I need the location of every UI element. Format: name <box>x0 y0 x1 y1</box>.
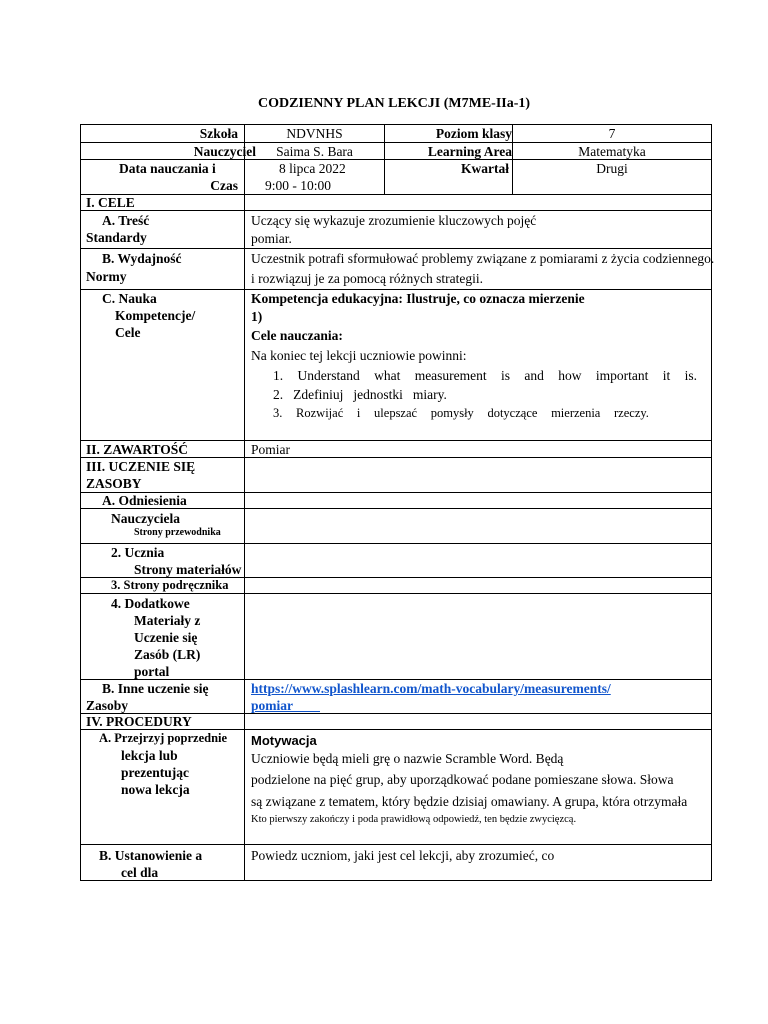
lesson-plan-table <box>80 124 715 881</box>
motivation-title: Motywacja <box>251 733 317 748</box>
motivation-text-3: są związane z tematem, który będzie dzisiaj omawiany. A grupa, która otrzymała <box>251 794 688 809</box>
resource-link-continued[interactable]: pomiar <box>251 698 293 713</box>
references-label-cell <box>81 493 245 509</box>
objective-1-word: and <box>524 368 544 383</box>
area-label: Learning Area <box>427 144 512 159</box>
cele-value-cell <box>245 195 711 211</box>
teacher-label-cell <box>81 143 256 160</box>
area-value-cell <box>513 143 711 160</box>
objective-3-word: rzeczy. <box>614 406 649 420</box>
purpose-label-2: cel dla <box>121 865 159 880</box>
content-label-cell <box>81 441 245 458</box>
learner-materials-label-2: Strony materiałów <box>134 562 242 577</box>
cele-label-cell <box>81 195 245 211</box>
competency-number: 1) <box>251 309 263 324</box>
competency-text: Kompetencja edukacyjna: Ilustruje, co oznacza mierzenie <box>251 291 585 306</box>
purpose-text: Powiedz uczniom, jaki jest cel lekcji, aby zrozumieć, co <box>251 848 555 863</box>
motivation-text-1: Uczniowie będą mieli grę o nazwie Scramble Word. Będą <box>251 751 564 766</box>
objective-3-word: ulepszać <box>374 406 418 420</box>
grade-label-cell <box>385 125 513 143</box>
review-label-2: lekcja lub <box>121 748 178 763</box>
objective-1-word: Understand <box>297 368 360 383</box>
date-value-cell <box>245 160 385 195</box>
performance-standards-text-1: Uczestnik potrafi sformułować problemy związane z pomiarami z życia codziennego. <box>251 251 715 266</box>
learning-competencies-label-cell <box>81 290 245 441</box>
textbook-label-cell <box>81 578 245 594</box>
additional-materials-label-2: Materiały z <box>134 613 201 628</box>
teacher-guide-pages-label: Strony przewodnika <box>134 527 221 538</box>
objective-2-word: miary. <box>412 387 447 402</box>
school-value: NDVNHS <box>286 126 343 141</box>
procedures-label-cell <box>81 714 245 730</box>
objective-2-word: jednostki <box>353 387 403 402</box>
purpose-label-cell <box>81 845 245 880</box>
content-label: II. ZAWARTOŚĆ <box>86 442 189 457</box>
performance-standards-text-2: i rozwiązuj je za pomocą różnych strategii. <box>251 271 484 286</box>
additional-materials-label-1: 4. Dodatkowe <box>111 596 190 611</box>
motivation-cell <box>245 730 711 845</box>
additional-materials-label-5: portal <box>134 664 170 679</box>
resources-value-cell <box>245 458 711 493</box>
content-standards-text-1: Uczący się wykazuje zrozumienie kluczowych pojęć <box>251 213 537 228</box>
time-value: 9:00 - 10:00 <box>265 178 331 193</box>
grade-value: 7 <box>608 126 616 141</box>
learning-competencies-cell <box>245 290 711 441</box>
objective-3-word: pomysły <box>430 406 474 420</box>
objective-1-word: it <box>662 368 671 383</box>
objective-1-word: is. <box>684 368 697 383</box>
objective-1-num: 1. <box>273 368 284 383</box>
references-value-cell <box>245 493 711 509</box>
objectives-intro: Na koniec tej lekcji uczniowie powinni: <box>251 348 467 363</box>
review-label-3: prezentując <box>121 765 189 780</box>
quarter-label-cell <box>385 160 513 195</box>
objective-1-word: how <box>558 368 582 383</box>
objective-3-word: i <box>356 406 361 420</box>
review-label-4: nowa lekcja <box>121 782 190 797</box>
objective-2-word: Zdefiniuj <box>293 387 344 402</box>
page-title: CODZIENNY PLAN LEKCJI (M7ME-IIa-1) <box>257 96 531 111</box>
learner-materials-label-1: 2. Ucznia <box>111 545 165 560</box>
content-standards-label-1: A. Treść <box>102 213 150 228</box>
content-standards-cell <box>245 211 711 249</box>
area-label-cell <box>385 143 513 160</box>
content-value: Pomiar <box>251 442 290 457</box>
teacher-guide-label-cell <box>81 509 245 544</box>
additional-materials-label-4: Zasób (LR) <box>134 647 201 662</box>
objective-3-word: Rozwijać <box>296 406 344 420</box>
school-label-cell <box>81 125 245 143</box>
performance-standards-label-1: B. Wydajność <box>102 251 182 266</box>
learning-competencies-label-1: C. Nauka <box>102 291 157 306</box>
learning-competencies-label-2: Kompetencje/ <box>115 308 196 323</box>
procedures-value-cell <box>245 714 711 730</box>
quarter-label: Kwartał <box>461 161 509 176</box>
objective-1-word: what <box>374 368 401 383</box>
area-value: Matematyka <box>578 144 646 159</box>
references-label: A. Odniesienia <box>102 493 187 508</box>
objective-1-word: important <box>595 368 649 383</box>
objective-3 <box>273 405 649 422</box>
quarter-value-cell <box>513 160 711 195</box>
additional-materials-value-cell <box>245 594 711 680</box>
performance-standards-label-cell <box>81 249 245 290</box>
learning-competencies-label-3: Cele <box>115 325 141 340</box>
performance-standards-label-2: Normy <box>86 269 127 284</box>
quarter-value: Drugi <box>596 161 628 176</box>
resources-label-2: ZASOBY <box>86 476 142 491</box>
teacher-guide-value-cell <box>245 509 711 544</box>
date-value: 8 lipca 2022 <box>279 161 346 176</box>
additional-materials-label-cell <box>81 594 245 680</box>
content-standards-text-2: pomiar. <box>251 231 292 246</box>
motivation-text-4: Kto pierwszy zakończy i poda prawidłową odpowiedź, ten będzie zwycięzcą. <box>251 814 577 825</box>
content-standards-label-cell <box>81 211 245 249</box>
additional-materials-label-3: Uczenie się <box>134 630 198 645</box>
other-resources-cell <box>245 680 711 714</box>
content-standards-label-2: Standardy <box>86 230 147 245</box>
other-resources-label-cell <box>81 680 245 714</box>
teacher-value: Saima S. Bara <box>276 144 353 159</box>
learner-materials-value-cell <box>245 544 711 578</box>
textbook-value-cell <box>245 578 711 594</box>
grade-value-cell <box>513 125 711 143</box>
teacher-value-cell <box>245 143 385 160</box>
objective-3-num: 3. <box>273 406 283 420</box>
objective-2-num: 2. <box>273 387 284 402</box>
other-resources-label-2: Zasoby <box>86 698 129 713</box>
resources-label-cell <box>81 458 245 493</box>
objective-1-word: measurement <box>414 368 487 383</box>
review-label-1: A. Przejrzyj poprzednie <box>99 731 228 745</box>
purpose-cell <box>245 845 711 880</box>
motivation-text-2: podzielone na pięć grup, aby uporządkować podane pomieszane słowa. Słowa <box>251 772 674 787</box>
grade-label: Poziom klasy <box>435 126 512 141</box>
objective-3-word: dotyczące <box>487 406 538 420</box>
teacher-guide-label: Nauczyciela <box>111 511 180 526</box>
textbook-label: 3. Strony podręcznika <box>111 578 229 592</box>
objective-2 <box>273 386 447 403</box>
objective-1-word: is <box>501 368 511 383</box>
learner-materials-label-cell <box>81 544 245 578</box>
purpose-label-1: B. Ustanowienie a <box>99 848 203 863</box>
school-label: Szkoła <box>199 126 238 141</box>
other-resources-label-1: B. Inne uczenie się <box>102 681 209 696</box>
review-label-cell <box>81 730 245 845</box>
date-label-cell <box>81 160 245 195</box>
content-value-cell <box>245 441 711 458</box>
resource-link[interactable]: https://www.splashlearn.com/math-vocabulary/measurements/ <box>251 681 611 696</box>
objectives-title: Cele nauczania: <box>251 328 343 343</box>
school-value-cell <box>245 125 385 143</box>
date-label-2: Czas <box>210 178 238 193</box>
objective-1 <box>273 367 697 384</box>
objective-3-word: mierzenia <box>551 406 601 420</box>
cele-label: I. CELE <box>86 195 135 210</box>
performance-standards-cell <box>245 249 715 290</box>
teacher-label: Nauczyciel <box>193 144 256 159</box>
procedures-label: IV. PROCEDURY <box>86 714 192 729</box>
date-label-1: Data nauczania i <box>119 161 216 176</box>
resources-label-1: III. UCZENIE SIĘ <box>86 459 196 474</box>
